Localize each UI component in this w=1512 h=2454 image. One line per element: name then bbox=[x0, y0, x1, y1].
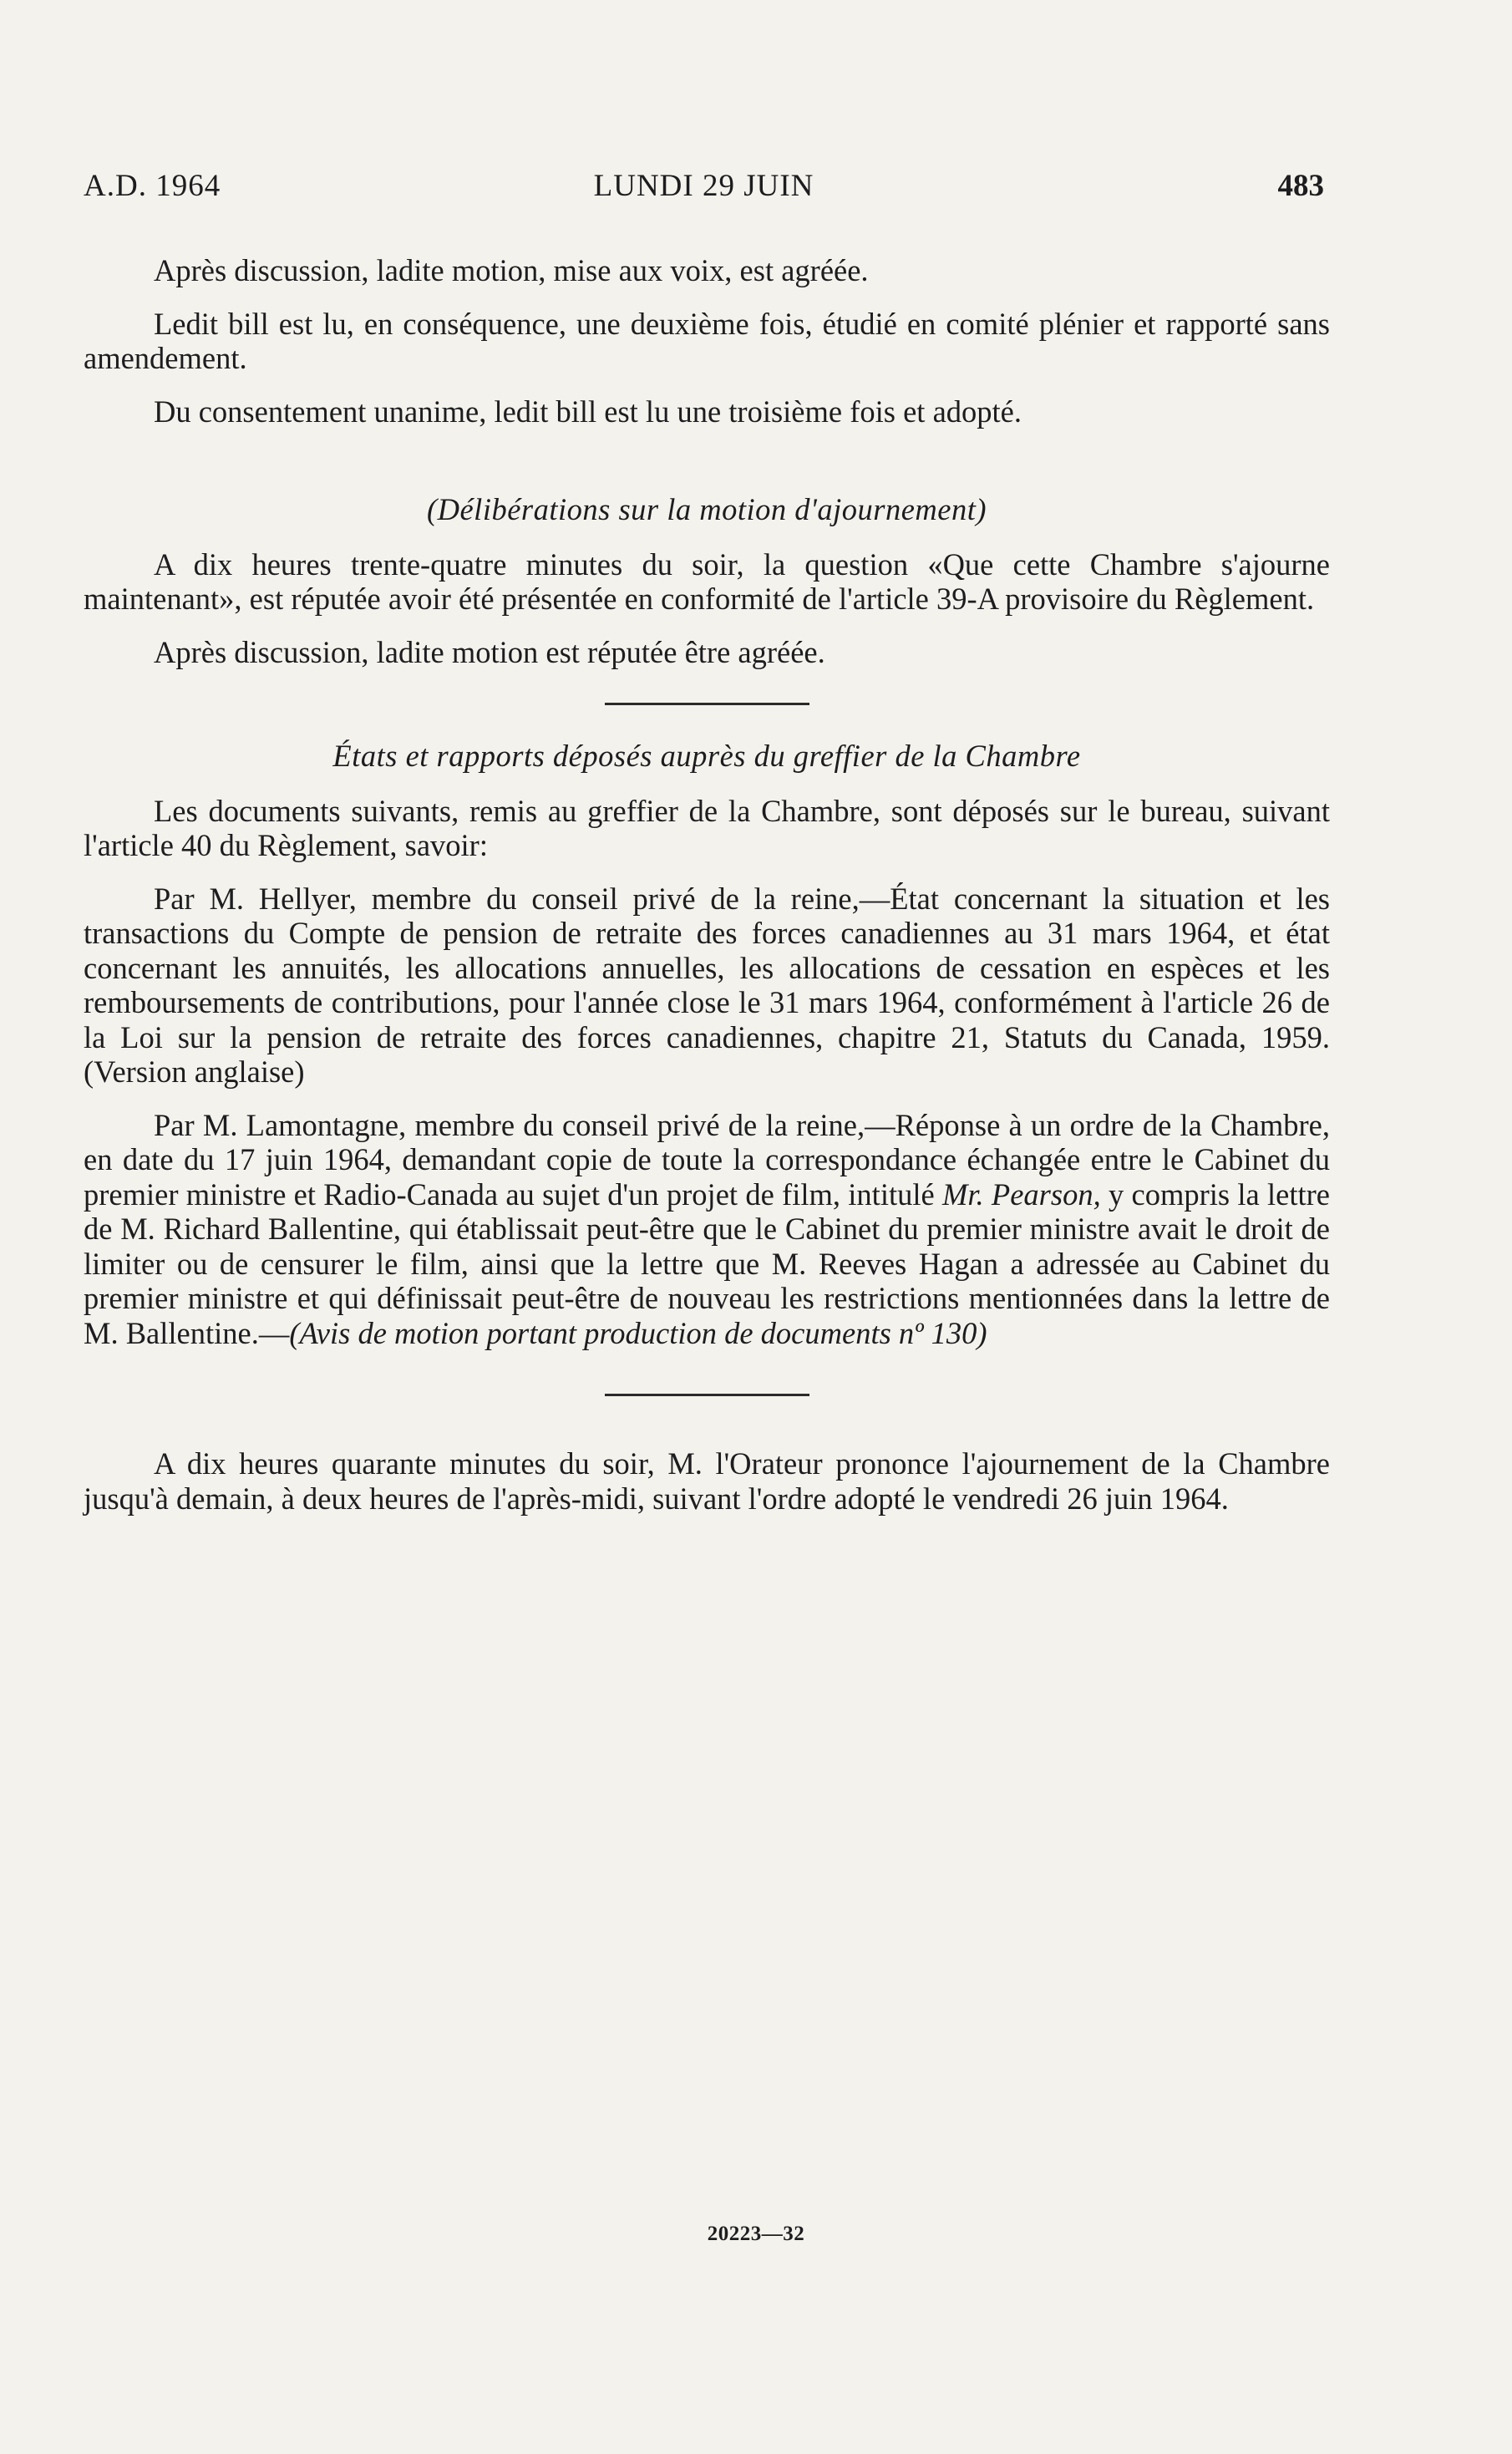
section-divider bbox=[605, 703, 809, 705]
lamontagne-text-2: y compris la lettre de M. Richard Ballentine, qui établissait peut-être que le Cabinet du premier ministre avait le droit de limiter ou de censurer le film, ainsi que la lettre que M. Reeves Hagan a adressée au Cabinet du premier ministre et qui définissait peut-être de nouveau les restrictions mentionnées dans la lettre de M. Ballentine.— bbox=[84, 1176, 1330, 1350]
page-number: 483 bbox=[1277, 169, 1324, 203]
section-heading-returns: États et rapports déposés auprès du greffier de la Chambre bbox=[332, 739, 1081, 773]
paragraph-adjournment-question: A dix heures trente-quatre minutes du soir, la question «Que cette Chambre s'ajourne maintenant», est réputée avoir été présentée en conformité de l'article 39-A provisoire du Règlement. bbox=[84, 546, 1330, 616]
paragraph-lamontagne bbox=[84, 1108, 1330, 1351]
paragraph-adjournment-agreed: Après discussion, ladite motion est réputée être agréée. bbox=[154, 634, 825, 669]
header-date: LUNDI 29 JUIN bbox=[593, 169, 814, 203]
page-body bbox=[84, 253, 1330, 1534]
film-title: Mr. Pearson, bbox=[941, 1176, 1101, 1212]
paragraph-second-reading: Ledit bill est lu, en conséquence, une deuxième fois, étudié en comité plénier et rapporté sans amendement. bbox=[84, 306, 1330, 375]
paragraph-closing-adjournment: A dix heures quarante minutes du soir, M. l'Orateur prononce l'ajournement de la Chambre jusqu'à demain, à deux heures de l'après-midi, suivant l'ordre adopté le vendredi 26 juin 1964. bbox=[84, 1446, 1330, 1516]
paragraph-motion-agreed: Après discussion, ladite motion, mise aux voix, est agréée. bbox=[154, 253, 869, 287]
paragraph-hellyer: Par M. Hellyer, membre du conseil privé de la reine,—État concernant la situation et les transactions du Compte de pension de retraite des forces canadiennes au 31 mars 1964, et état concernant les annuités, les allocations annuelles, les allocations de cessation en espèces et les remboursements de contributions, pour l'année close le 31 mars 1964, conformément à l'article 26 de la Loi sur la pension de retraite des forces canadiennes, chapitre 21, Statuts du Canada, 1959. (Version anglaise) bbox=[84, 881, 1330, 1089]
header-year: A.D. 1964 bbox=[84, 169, 221, 203]
paragraph-third-reading: Du consentement unanime, ledit bill est lu une troisième fois et adopté. bbox=[154, 394, 1022, 429]
section-divider bbox=[605, 1394, 809, 1396]
lamontagne-text-1: Par M. Lamontagne, membre du conseil privé de la reine,—Réponse à un ordre de la Chambre, en date du 17 juin 1964, demandant copie de toute la correspondance échangée entre le Cabinet du premier ministre et Radio-Canada au sujet d'un projet de film, intitulé bbox=[84, 1107, 1330, 1212]
running-head bbox=[84, 165, 1324, 207]
paragraph-documents-intro: Les documents suivants, remis au greffier de la Chambre, sont déposés sur le bureau, suivant l'article 40 du Règlement, savoir: bbox=[84, 793, 1330, 862]
notice-of-motion: (Avis de motion portant production de documents nº 130) bbox=[289, 1315, 987, 1350]
printer-code: 20223—32 bbox=[707, 2223, 805, 2245]
section-heading-adjournment: (Délibérations sur la motion d'ajournement) bbox=[426, 492, 987, 526]
